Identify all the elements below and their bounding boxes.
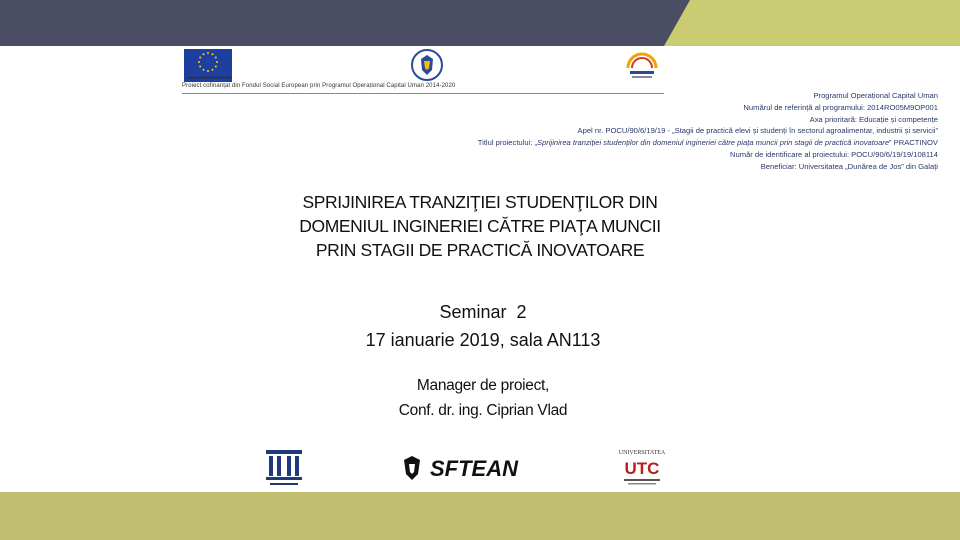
presentation-title bbox=[220, 190, 740, 262]
seminar-date-room: 17 ianuarie 2019, sala AN113 bbox=[365, 330, 601, 350]
program-reference: Numărul de referință al programului: 2014RO05M9OP001 bbox=[743, 102, 938, 112]
call-number: Apel nr. POCU/90/6/19/19 - „Stagii de practică elevi și studenți în sectorul agroalimentar, industrii și servicii” bbox=[577, 126, 938, 136]
project-info-block bbox=[318, 90, 938, 173]
beneficiary: Beneficiar: Universitatea „Dunărea de Jos” din Galați bbox=[760, 161, 938, 171]
title-line-3: PRIN STAGII DE PRACTICĂ INOVATOARE bbox=[315, 240, 645, 260]
manager-name: Conf. dr. ing. Ciprian Vlad bbox=[398, 402, 568, 419]
instrumente-structurale-logo bbox=[622, 48, 662, 86]
eu-caption: UNIUNEA EUROPEANĂ bbox=[186, 75, 231, 80]
sftean-wordmark: SFTEAN bbox=[430, 456, 518, 481]
sftean-logo bbox=[400, 452, 536, 484]
project-title-suffix: ” PRACTINOV bbox=[889, 138, 938, 148]
priority-axis: Axa prioritară: Educație și competențe bbox=[809, 114, 938, 124]
funding-caption: Proiect cofinanțat din Fondul Social European prin Programul Operațional Capital Uman 2014-2020 bbox=[182, 83, 456, 89]
seminar-number: Seminar 2 bbox=[439, 302, 527, 322]
top-banner bbox=[0, 0, 960, 46]
utc-logo bbox=[614, 446, 670, 488]
project-title-prefix: Titlul proiectului: „ bbox=[477, 138, 538, 148]
utc-university-label: UNIVERSITATEA bbox=[618, 450, 666, 456]
title-line-1: SPRIJINIREA TRANZIŢIEI STUDENŢILOR DIN bbox=[302, 192, 658, 212]
bottom-banner bbox=[0, 492, 960, 540]
project-title-italic: Sprijinirea tranziției studenților din domeniul ingineriei către piața muncii prin stagii de practică inovatoare bbox=[537, 138, 890, 148]
project-identifier: Număr de identificare al proiectului: POCU/90/6/19/19/108114 bbox=[730, 149, 938, 159]
title-line-2: DOMENIUL INGINERIEI CĂTRE PIAŢA MUNCII bbox=[299, 216, 661, 236]
program-name: Programul Operațional Capital Uman bbox=[813, 91, 938, 100]
manager-label: Manager de proiect, bbox=[416, 377, 550, 394]
project-title-line bbox=[318, 137, 938, 149]
funding-logo-strip bbox=[182, 46, 664, 94]
government-crest-logo bbox=[410, 48, 444, 84]
seminar-info bbox=[220, 298, 746, 354]
university-logo bbox=[262, 444, 306, 488]
project-manager bbox=[220, 373, 746, 423]
utc-wordmark: UTC bbox=[624, 459, 660, 478]
